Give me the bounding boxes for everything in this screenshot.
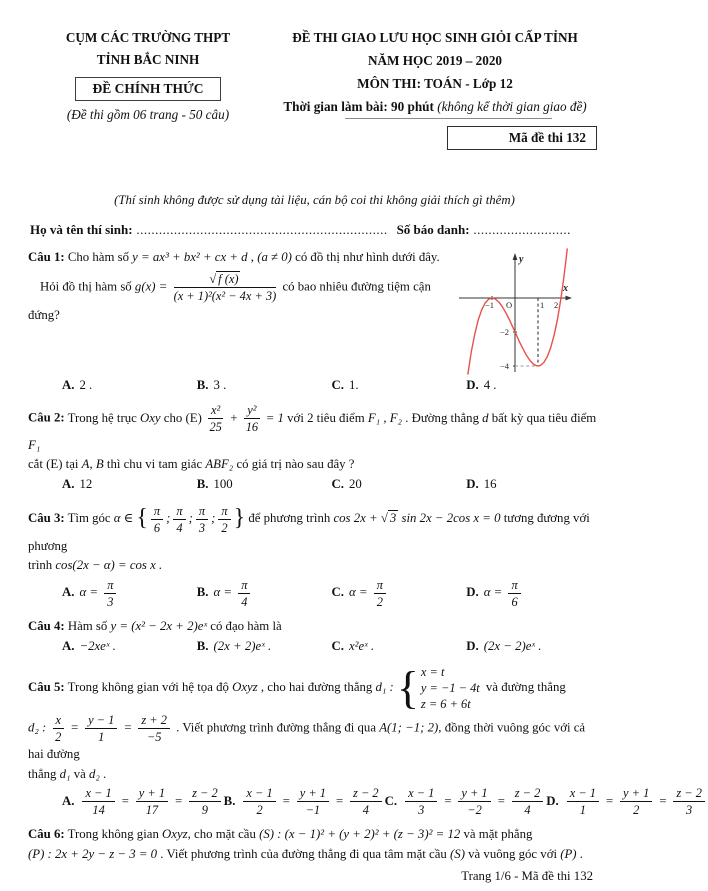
answer-value: x²eˣ .: [348, 639, 375, 654]
question-2-label: Câu 2:: [28, 410, 65, 425]
x-minus1-label: −1: [485, 300, 495, 310]
answer-value: 2 .: [79, 378, 93, 392]
answer-value: (2x + 2)eˣ .: [213, 639, 272, 654]
answer-key: D.: [546, 793, 559, 808]
question-6: [28, 825, 601, 863]
student-name-blank: ...................................................................: [132, 222, 388, 237]
answer-option-d: [546, 785, 708, 819]
answer-value: $\frac{x - 1}{3}$ = $\frac{y + 1}{-2}$ = $\frac{z - 2}{4}$: [402, 794, 546, 808]
question-1-answers: [62, 376, 601, 395]
answer-value: 4 .: [483, 378, 497, 392]
answer-option-c: [332, 577, 467, 611]
page-footer: Trang 1/6 - Mã đề thi 132: [461, 868, 593, 883]
x-1-label: 1: [540, 300, 545, 310]
answer-option-b: [224, 785, 385, 819]
org-line1: CỤM CÁC TRƯỜNG THPT: [65, 30, 231, 45]
answer-key: B.: [196, 477, 209, 492]
answer-value: 12: [79, 477, 93, 492]
question-4: [28, 617, 601, 658]
answer-key: C.: [331, 639, 344, 654]
answer-option-c: [332, 475, 467, 494]
school-year: NĂM HỌC 2019 – 2020: [367, 53, 503, 68]
answer-value: −2xeˣ .: [79, 639, 116, 654]
exam-code-box: Mã đề thi 132: [447, 126, 597, 150]
answer-key: B.: [196, 639, 209, 654]
answer-key: C.: [331, 378, 344, 392]
answer-value: α = $\frac{\pi}{6}$: [484, 585, 524, 599]
question-4-line1: [28, 617, 601, 636]
answer-option-d: [466, 475, 601, 494]
y-minus2-label: −2: [500, 327, 510, 337]
answer-value: 20: [348, 477, 362, 492]
answer-key: C.: [331, 477, 344, 492]
question-2-line2: cắt (E) tại A, B thì chu vi tam giác ABF₂ có giá trị nào sau đây ?: [28, 456, 355, 471]
y-axis-label: y: [519, 254, 524, 265]
exam-code-row: [269, 126, 599, 150]
question-5: [28, 662, 702, 821]
question-6-text1: Trong không gian Oxyz, cho mặt cầu (S) : (x − 1)² + (y + 2)² + (z − 3)² = 12 và mặt phẳng: [67, 827, 533, 842]
answer-value: α = $\frac{\pi}{4}$: [214, 585, 254, 599]
answer-key: D.: [466, 477, 479, 492]
answer-option-d: [466, 637, 601, 656]
time-limit-italic: (không kể thời gian giao đề): [437, 99, 587, 114]
answer-key: C.: [331, 585, 344, 600]
org-line2: TỈNH BẮC NINH: [96, 52, 200, 67]
answer-option-b: [197, 637, 332, 656]
question-3: [28, 501, 601, 612]
x-2-label: 2: [554, 300, 559, 310]
student-info-row: [30, 222, 601, 238]
official-exam-box: ĐỀ CHÍNH THỨC: [75, 77, 220, 101]
pages-note: (Đề thi gồm 06 trang - 50 câu): [66, 107, 230, 122]
answer-key: B.: [223, 793, 236, 808]
cubic-function-graph: [457, 248, 615, 374]
question-1-intro-text: Cho hàm số y = ax³ + bx² + cx + d , (a ≠ 0) có đồ thị như hình dưới đây.: [67, 250, 440, 264]
answer-option-a: [62, 637, 197, 656]
question-5-answers: [62, 785, 702, 819]
question-4-label: Câu 4:: [28, 619, 65, 634]
answer-value: $\frac{x - 1}{14}$ = $\frac{y + 1}{17}$ = $\frac{z - 2}{9}$: [79, 794, 223, 808]
question-5-line1: [28, 664, 601, 712]
question-6-line1: [28, 825, 601, 844]
time-underline-rule: [345, 118, 552, 119]
question-2-line1: [28, 402, 601, 455]
question-6-line2: (P) : 2x + 2y − z − 3 = 0 . Viết phương trình của đường thẳng đi qua tâm mặt cầu (S) và vuông góc với (P) .: [28, 846, 583, 861]
question-1-ask2: đứng?: [28, 307, 60, 322]
answer-key: A.: [62, 477, 75, 492]
time-limit-bold: Thời gian làm bài: 90 phút: [283, 99, 434, 114]
answer-option-b: [197, 577, 332, 611]
question-3-answers: [62, 577, 601, 611]
official-box-wrap: [28, 74, 268, 105]
question-5-text1: Trong không gian với hệ tọa độ Oxyz , cho hai đường thẳng d₁ : { x = t y = −1 − 4t z = 6 + 6t và đường thẳng: [67, 662, 566, 714]
answer-option-c: [385, 785, 547, 819]
header-right: [269, 30, 601, 157]
answer-option-c: [332, 637, 467, 656]
question-3-text1: Tìm góc α ∈ { $\frac{\pi}{6}$ ; $\frac{\pi}{4}$ ; $\frac{\pi}{3}$ ; $\frac{\pi}{2}$ } để phương trình cos 2x + √ 3 sin 2x − 2cos x = 0 tương đương với phương: [28, 503, 590, 554]
answer-key: A.: [62, 793, 75, 808]
exam-notice: (Thí sinh không được sử dụng tài liệu, cán bộ coi thi không giải thích gì thêm): [114, 193, 515, 207]
answer-key: A.: [62, 585, 75, 600]
answer-option-d: [466, 376, 601, 395]
subject-line: MÔN THI: TOÁN - Lớp 12: [357, 76, 513, 91]
student-id-blank: ..........................: [469, 222, 571, 237]
exam-title: ĐỀ THI GIAO LƯU HỌC SINH GIỎI CẤP TỈNH: [292, 30, 578, 45]
answer-option-a: [62, 475, 197, 494]
question-2: [28, 402, 601, 496]
y-axis-arrow: [513, 253, 518, 260]
question-6-label: Câu 6:: [28, 827, 65, 842]
answer-value: $\frac{x - 1}{1}$ = $\frac{y + 1}{2}$ = $\frac{z - 2}{3}$: [564, 794, 708, 808]
answer-option-a: [62, 376, 197, 395]
student-name-label: Họ và tên thí sinh:: [30, 222, 133, 237]
time-limit-line: [269, 99, 601, 115]
question-2-answers: [62, 475, 601, 494]
answer-key: A.: [62, 639, 75, 654]
answer-key: A.: [62, 378, 75, 392]
answer-option-a: [62, 577, 197, 611]
question-2-text1: Trong hệ trục Oxy cho (E) $\frac{\text{x²}}{25}$ + $\frac{\text{y²}}{16}$ = 1 với 2 tiêu điểm F₁ , F₂ . Đường thẳng d bất kỳ qua tiêu điểm F₁: [28, 403, 597, 452]
answer-option-a: [62, 785, 224, 819]
answer-value: α = $\frac{\pi}{2}$: [349, 585, 389, 599]
answer-value: 3 .: [213, 378, 227, 392]
question-3-line2: trình cos(2x − α) = cos x .: [28, 558, 163, 573]
origin-label: O: [506, 300, 513, 310]
question-1-label: Câu 1:: [28, 250, 65, 264]
answer-value: 1.: [348, 378, 359, 392]
answer-key: B.: [196, 378, 209, 392]
answer-key: D.: [466, 639, 479, 654]
question-5-line3: thẳng d₁ và d₂ .: [28, 766, 107, 781]
answer-key: C.: [384, 793, 398, 808]
answer-value: $\frac{x - 1}{2}$ = $\frac{y + 1}{-1}$ = $\frac{z - 2}{4}$: [240, 794, 384, 808]
x-axis-arrow: [566, 296, 573, 301]
answer-option-b: [197, 475, 332, 494]
question-5-label: Câu 5:: [28, 679, 65, 694]
question-1-ask: Hỏi đồ thị hàm số g(x) = $\frac{√ f (x)}{\text{(x + 1)²(x² − 4x + 3)}}$ có bao nhiêu đường tiệm cận: [40, 272, 431, 304]
question-4-answers: [62, 637, 601, 656]
question-5-line2: d₂ : $\frac{x}{2}$ = $\frac{y - 1}{1}$ = $\frac{z + 2}{-5}$ . Viết phương trình đường thẳng đi qua A(1; −1; 2), đồng thời vuông góc với cả hai đường: [28, 712, 586, 762]
answer-value: (2x − 2)eˣ .: [483, 639, 542, 654]
cubic-curve: [468, 249, 567, 374]
answer-key: D.: [466, 585, 479, 600]
question-3-line1: [28, 501, 601, 556]
answer-option-b: [197, 376, 332, 395]
question-4-text1: Hàm số y = (x² − 2x + 2)eˣ có đạo hàm là: [67, 619, 282, 634]
answer-option-c: [332, 376, 467, 395]
question-1: [28, 248, 601, 397]
x-axis-label: x: [563, 283, 568, 294]
answer-value: 16: [483, 477, 497, 492]
answer-option-d: [466, 577, 601, 611]
exam-header: [28, 30, 601, 157]
student-id-label: Số báo danh:: [396, 222, 470, 237]
question-3-label: Câu 3:: [28, 511, 65, 526]
header-left: [28, 30, 268, 157]
answer-value: α = $\frac{\pi}{3}$: [79, 585, 119, 599]
y-minus4-label: −4: [500, 361, 510, 371]
answer-key: B.: [196, 585, 209, 600]
answer-value: 100: [213, 477, 233, 492]
answer-key: D.: [466, 378, 479, 392]
